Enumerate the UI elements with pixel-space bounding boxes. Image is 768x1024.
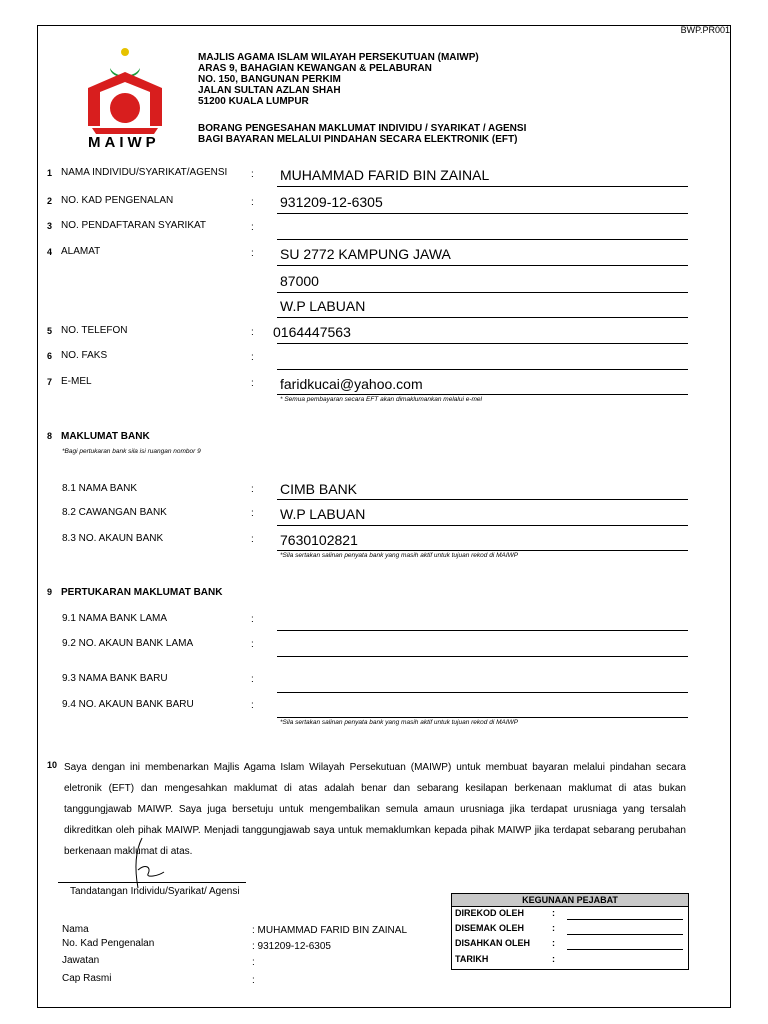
- field-label-fax: NO. FAKS: [61, 350, 108, 361]
- signer-stamp-label: Cap Rasmi: [62, 973, 112, 984]
- field-number: 4: [47, 247, 53, 257]
- name-value[interactable]: MUHAMMAD FARID BIN ZAINAL: [280, 167, 490, 183]
- maiwp-emblem-icon: [70, 40, 180, 135]
- document-code: BWP.PR001: [680, 25, 730, 35]
- field-label-email: E-MEL: [61, 376, 92, 387]
- office-use-title: KEGUNAAN PEJABAT: [452, 894, 688, 907]
- field-number: 2: [47, 196, 53, 206]
- bank-branch-line: [277, 525, 688, 526]
- field-label-name: NAMA INDIVIDU/SYARIKAT/AGENSI: [61, 167, 228, 178]
- signer-name-label: Nama: [62, 924, 89, 935]
- date-label: TARIKH: [455, 954, 489, 964]
- field-number: 6: [47, 351, 53, 361]
- section-number: 8: [47, 431, 53, 441]
- bank-name-value[interactable]: CIMB BANK: [280, 481, 358, 497]
- field-colon: :: [251, 197, 254, 208]
- bank-branch-value[interactable]: W.P LABUAN: [280, 506, 366, 522]
- header-line-3: NO. 150, BANGUNAN PERKIM: [198, 74, 341, 85]
- office-colon: :: [552, 923, 555, 933]
- approved-by-label: DISAHKAN OLEH: [455, 938, 531, 948]
- office-colon: :: [552, 908, 555, 918]
- new-account-line[interactable]: [277, 717, 688, 718]
- bank-branch-label: 8.2 CAWANGAN BANK: [62, 507, 167, 518]
- signer-position-label: Jawatan: [62, 955, 100, 966]
- section-number: 9: [47, 587, 53, 597]
- phone-value[interactable]: 0164447563: [273, 324, 351, 340]
- field-colon: :: [251, 484, 254, 495]
- signer-ic-label: No. Kad Pengenalan: [62, 938, 155, 949]
- field-colon: :: [251, 352, 254, 363]
- field-number: 1: [47, 168, 53, 178]
- old-bank-name-label: 9.1 NAMA BANK LAMA: [62, 613, 168, 624]
- field-colon: :: [251, 508, 254, 519]
- address-line-1-rule: [277, 265, 688, 266]
- address-line-2[interactable]: 87000: [280, 273, 319, 289]
- checked-by-line[interactable]: [567, 934, 683, 935]
- header-line-4: JALAN SULTAN AZLAN SHAH: [198, 85, 341, 96]
- signer-ic-value: : 931209-12-6305: [252, 941, 331, 952]
- bank-section-note: *Bagi pertukaran bank sila isi ruangan nombor 9: [62, 448, 201, 455]
- approved-by-line[interactable]: [567, 949, 683, 950]
- name-line: [277, 186, 688, 187]
- header-line-2: ARAS 9, BAHAGIAN KEWANGAN & PELABURAN: [198, 63, 432, 74]
- old-account-label: 9.2 NO. AKAUN BANK LAMA: [62, 638, 194, 649]
- bank-change-note: *Sila sertakan salinan penyata bank yang masih aktif untuk tujuan rekod di MAIWP: [280, 719, 519, 726]
- header-line-5: 51200 KUALA LUMPUR: [198, 96, 309, 107]
- field-colon: :: [251, 248, 254, 259]
- field-colon: :: [251, 534, 254, 545]
- email-line: [277, 394, 688, 395]
- office-colon: :: [552, 938, 555, 948]
- maiwp-logo: [70, 40, 180, 152]
- new-account-label: 9.4 NO. AKAUN BANK BARU: [62, 699, 194, 710]
- bank-account-note: *Sila sertakan salinan penyata bank yang masih aktif untuk tujuan rekod di MAIWP: [280, 552, 519, 559]
- fax-line: [277, 369, 688, 370]
- email-note: * Semua pembayaran secara EFT akan dimaklumankan melalui e-mel: [280, 396, 482, 403]
- field-colon: :: [251, 327, 254, 338]
- field-colon: :: [251, 674, 254, 685]
- field-label-company-reg: NO. PENDAFTARAN SYARIKAT: [61, 220, 207, 231]
- field-colon: :: [251, 378, 254, 389]
- form-title-1: BORANG PENGESAHAN MAKLUMAT INDIVIDU / SYARIKAT / AGENSI: [198, 123, 527, 134]
- field-label-address: ALAMAT: [61, 246, 101, 257]
- signature-line[interactable]: [58, 882, 246, 883]
- bank-change-title: PERTUKARAN MAKLUMAT BANK: [61, 587, 223, 598]
- bank-name-line: [277, 499, 688, 500]
- address-line-2-rule: [277, 292, 688, 293]
- bank-name-label: 8.1 NAMA BANK: [62, 483, 138, 494]
- field-colon: :: [251, 614, 254, 625]
- header-line-1: MAJLIS AGAMA ISLAM WILAYAH PERSEKUTUAN (MAIWP): [198, 52, 479, 63]
- field-colon: :: [251, 222, 254, 233]
- field-label-phone: NO. TELEFON: [61, 325, 128, 336]
- form-title-2: BAGI BAYARAN MELALUI PINDAHAN SECARA ELEKTRONIK (EFT): [198, 134, 518, 145]
- logo-text: MAIWP: [88, 134, 160, 151]
- checked-by-label: DISEMAK OLEH: [455, 923, 525, 933]
- signer-position-value: :: [252, 957, 255, 968]
- signature-icon: [118, 836, 178, 892]
- address-line-3-rule: [277, 317, 688, 318]
- ic-line: [277, 213, 688, 214]
- field-colon: :: [251, 169, 254, 180]
- company-reg-line: [277, 239, 688, 240]
- recorded-by-label: DIREKOD OLEH: [455, 908, 525, 918]
- bank-account-label: 8.3 NO. AKAUN BANK: [62, 533, 164, 544]
- signer-name-value: : MUHAMMAD FARID BIN ZAINAL: [252, 925, 408, 936]
- address-line-1[interactable]: SU 2772 KAMPUNG JAWA: [280, 246, 451, 262]
- office-use-box: [451, 893, 689, 970]
- bank-account-value[interactable]: 7630102821: [280, 532, 358, 548]
- field-number: 3: [47, 221, 53, 231]
- email-value[interactable]: faridkucai@yahoo.com: [280, 376, 423, 392]
- address-line-3[interactable]: W.P LABUAN: [280, 298, 366, 314]
- field-label-ic: NO. KAD PENGENALAN: [61, 195, 174, 206]
- recorded-by-line[interactable]: [567, 919, 683, 920]
- declaration-text: Saya dengan ini membenarkan Majlis Agama Islam Wilayah Persekutuan (MAIWP) untuk membuat bayaran melalui pindahan secara eletronik (EFT) dan mengesahkan maklumat di atas adalah benar dan sebarang kesilapan berkenaan maklumat di atas bukan tanggungjawab MAIWP. Saya juga bersetuju untuk mengembalikan semula amaun urusniaga jika terdapat urusniaga yang tersalah dikreditkan oleh pihak MAIWP. Menjadi tanggungjawab saya untuk memaklumkan kepada pihak MAIWP jika terdapat sebarang perubahan berkenaan maklumat di atas.: [64, 762, 686, 857]
- new-bank-name-line[interactable]: [277, 692, 688, 693]
- field-number: 7: [47, 377, 53, 387]
- office-colon: :: [552, 954, 555, 964]
- bank-section-title: MAKLUMAT BANK: [61, 431, 150, 442]
- signature-label: Tandatangan Individu/Syarikat/ Agensi: [70, 886, 240, 897]
- new-bank-name-label: 9.3 NAMA BANK BARU: [62, 673, 168, 684]
- old-account-line[interactable]: [277, 656, 688, 657]
- ic-value[interactable]: 931209-12-6305: [280, 194, 383, 210]
- field-colon: :: [251, 700, 254, 711]
- old-bank-name-line[interactable]: [277, 630, 688, 631]
- signer-stamp-value: :: [252, 975, 255, 986]
- field-number: 5: [47, 326, 53, 336]
- phone-line: [277, 343, 688, 344]
- section-number: 10: [47, 760, 58, 770]
- bank-account-line: [277, 550, 688, 551]
- field-colon: :: [251, 639, 254, 650]
